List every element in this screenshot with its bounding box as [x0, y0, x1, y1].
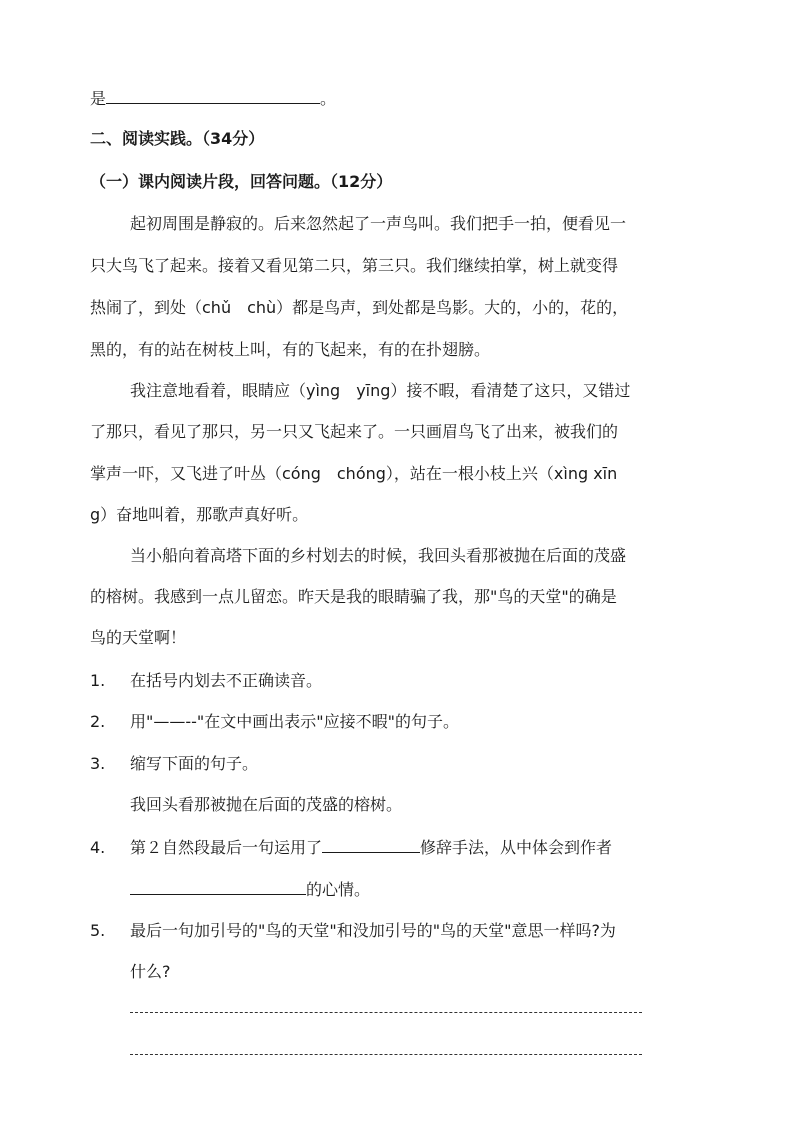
passage-line: 热闹了，到处（chǔ chù）都是鸟声，到处都是鸟影。大的，小的，花的，	[90, 298, 629, 317]
question-text: 缩写下面的句子。	[130, 754, 259, 773]
question-number: 3.	[90, 754, 106, 773]
question-number: 2.	[90, 712, 106, 731]
answer-line[interactable]	[130, 1054, 642, 1055]
question-text: 第２自然段最后一句运用了	[130, 838, 323, 857]
subsection-title: （一）课内阅读片段，回答问题。（12分）	[90, 172, 393, 191]
question-3	[90, 753, 258, 775]
question-4	[90, 836, 612, 859]
passage-line: 鸟的天堂啊！	[90, 628, 187, 647]
passage-line: 起初周围是静寂的。后来忽然起了一声鸟叫。我们把手一拍，便看见一	[130, 214, 627, 233]
question-text: 在括号内划去不正确读音。	[130, 671, 323, 690]
passage-line: 我注意地看着，眼睛应（yìng yīng）接不暇，看清楚了这只，又错过	[130, 381, 631, 400]
answer-blank[interactable]	[106, 87, 320, 104]
question-1	[90, 670, 322, 692]
passage-line: 只大鸟飞了起来。接着又看见第二只，第三只。我们继续拍掌，树上就变得	[90, 256, 619, 275]
question-text: 修辞手法，从中体会到作者	[420, 838, 613, 857]
question-number: 1.	[90, 671, 106, 690]
section-title: 二、阅读实践。（34分）	[90, 129, 265, 148]
question-text: 的心情。	[306, 880, 371, 899]
question-number: 4.	[90, 838, 106, 857]
rhetoric-blank[interactable]	[322, 836, 420, 853]
passage-line: 掌声一吓，又飞进了叶丛（cóng chóng），站在一根小枝上兴（xìng xīn	[90, 464, 618, 483]
question-2	[90, 711, 459, 733]
question-5-cont: 什么?	[130, 962, 171, 981]
passage-line: g）奋地叫着，那歌声真好听。	[90, 505, 309, 524]
question-5	[90, 920, 616, 942]
previous-answer-line	[90, 87, 336, 110]
prev-answer-suffix: 。	[320, 89, 337, 108]
answer-line[interactable]	[130, 1012, 642, 1013]
prev-answer-prefix: 是	[90, 89, 107, 108]
question-4-cont	[130, 878, 370, 901]
passage-line: 黑的，有的站在树枝上叫，有的飞起来，有的在扑翅膀。	[90, 340, 491, 359]
question-3-sentence: 我回头看那被抛在后面的茂盛的榕树。	[130, 795, 403, 814]
feeling-blank[interactable]	[130, 878, 306, 895]
question-number: 5.	[90, 921, 106, 940]
question-text: 最后一句加引号的"鸟的天堂"和没加引号的"鸟的天堂"意思一样吗?为	[130, 921, 616, 940]
passage-line: 当小船向着高塔下面的乡村划去的时候，我回头看那被抛在后面的茂盛	[130, 546, 627, 565]
question-text: 用"——--"在文中画出表示"应接不暇"的句子。	[130, 712, 459, 731]
passage-line: 的榕树。我感到一点儿留恋。昨天是我的眼睛骗了我，那"鸟的天堂"的确是	[90, 587, 617, 606]
passage-line: 了那只，看见了那只，另一只又飞起来了。一只画眉鸟飞了出来，被我们的	[90, 422, 619, 441]
